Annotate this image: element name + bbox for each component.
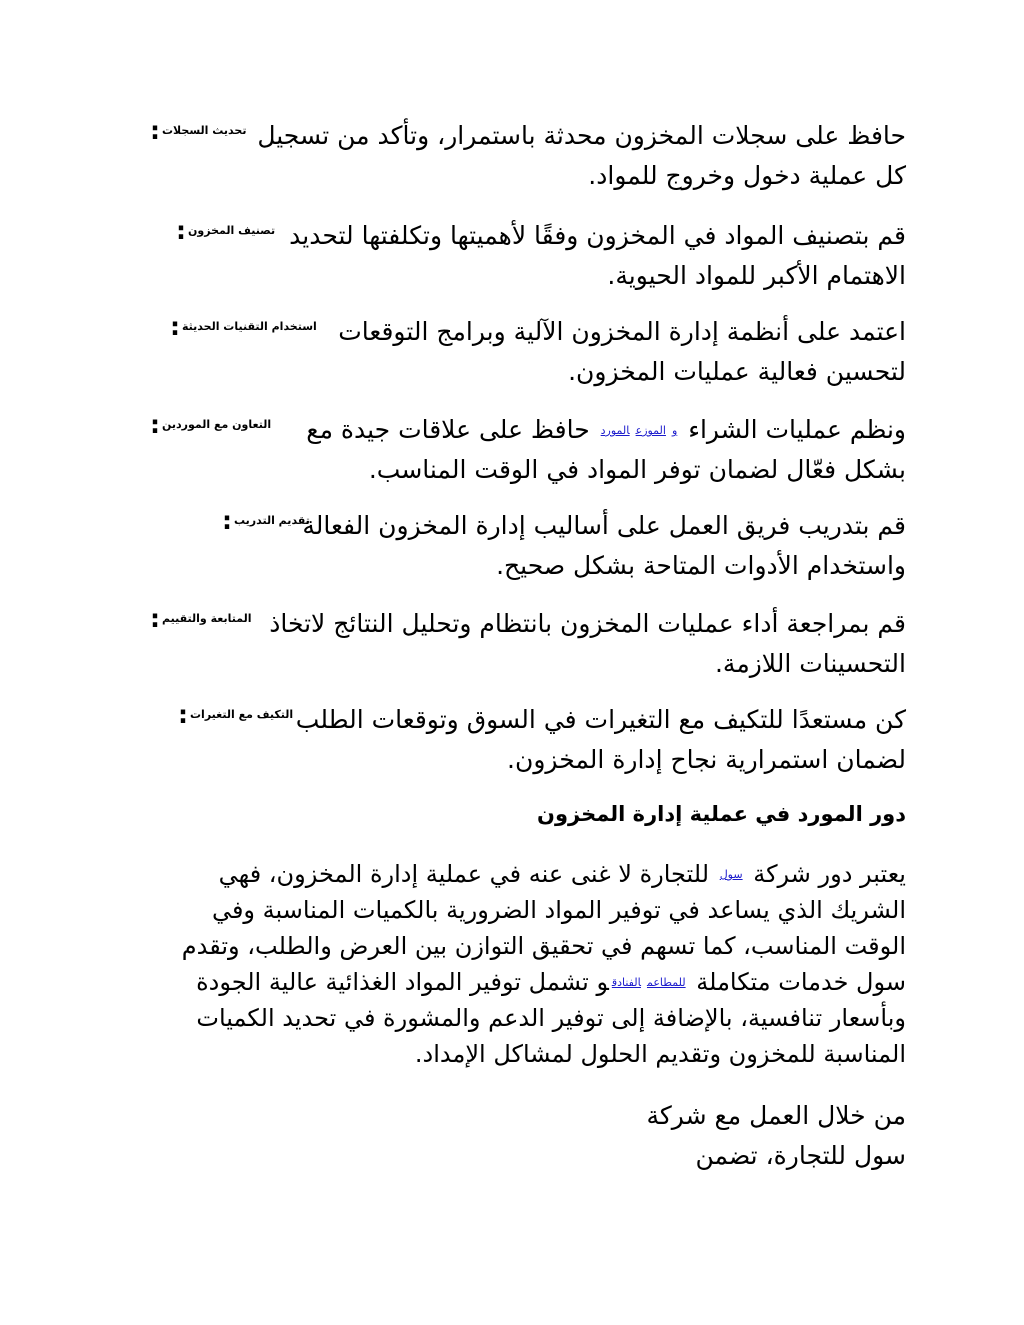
tip-text-line: كن مستعدًا للتكيف مع التغيرات في السوق وتوقعات الطلب [295,705,906,734]
tip-text-line: قم بمراجعة أداء عمليات المخزون بانتظام وتحليل النتائج لاتخاذ [269,609,906,638]
tip-text-line: التحسينات اللازمة. [714,649,906,678]
section-title: دور المورد في عملية إدارة المخزون [537,802,906,826]
paragraph-line: المناسبة للمخزون وتقديم الحلول لمشاكل الإمداد. [414,1040,906,1068]
paragraph-segment: سول خدمات متكاملة [696,968,906,996]
tip-heading [176,216,275,245]
tip-heading-label: التعاون مع الموردين [162,418,272,431]
tip-heading-label: تحديث السجلات [162,124,247,137]
link-sool[interactable]: سول [719,868,743,881]
heading-colon: : [150,604,160,633]
tip-heading [222,506,310,535]
link-and[interactable]: و [671,424,678,437]
tip-supplier-cooperation [146,410,906,490]
supplier-role-paragraph [146,856,906,1072]
section-title-block [146,794,906,834]
link-supplier[interactable]: المورد [600,424,630,437]
tip-text-line: لتحسين فعالية عمليات المخزون. [568,357,906,386]
tip-text-line: قم بتصنيف المواد في المخزون وفقًا لأهميتها وتكلفتها لتحديد [289,221,906,250]
tip-heading [150,116,246,145]
paragraph-segment: للتجارة لا غنى عنه في عملية إدارة المخزون، فهي [218,860,710,888]
tip-text-line: الاهتمام الأكبر للمواد الحيوية. [607,261,906,290]
tip-heading-label: تقديم التدريب [234,514,310,527]
tip-adaptation [146,700,906,780]
tip-text-line: بشكل فعّال لضمان توفر المواد في الوقت المناسب. [368,455,906,484]
closing-paragraph [146,1096,906,1176]
paragraph-line [146,964,906,1000]
tip-text-line: حافظ على سجلات المخزون محدثة باستمرار، وتأكد من تسجيل [257,121,906,150]
closing-line: من خلال العمل مع شركة [646,1101,906,1130]
tip-text-line: لضمان استمرارية نجاح إدارة المخزون. [507,745,906,774]
paragraph-segment: تشمل توفير المواد الغذائية عالية الجودة [196,968,589,996]
tip-heading [150,604,252,633]
tip-modern-tech [146,312,906,392]
paragraph-segment: يعتبر دور شركة [753,860,906,888]
tip-heading-label: استخدام التقنيات الحديثة [182,320,317,333]
paragraph-line: الوقت المناسب، كما تسهم في تحقيق التوازن بين العرض والطلب، وتقدم [181,932,906,960]
heading-colon: : [178,700,188,729]
heading-colon: : [170,312,180,341]
tip-heading [170,312,317,341]
tip-heading [178,700,293,729]
tip-text-line: قم بتدريب فريق العمل على أساليب إدارة المخزون الفعالة [302,511,906,540]
closing-line: سول للتجارة، تضمن [695,1141,906,1170]
tip-heading [150,410,271,439]
heading-colon: : [150,116,160,145]
tip-text-line: واستخدام الأدوات المتاحة بشكل صحيح. [496,551,906,580]
tip-training [146,506,906,586]
heading-colon: : [222,506,232,535]
link-restaurants[interactable]: للمطاعم [646,976,686,989]
tip-heading-label: المتابعة والتقييم [162,612,252,625]
heading-colon: : [150,410,160,439]
paragraph-line: الشريك الذي يساعد في توفير المواد الضرورية بالكميات المناسبة وفي [211,896,906,924]
heading-colon: : [176,216,186,245]
paragraph-line: وبأسعار تنافسية، بالإضافة إلى توفير الدعم والمشورة في تحديد الكميات [196,1004,906,1032]
tip-text-segment: حافظ على علاقات جيدة مع [306,415,590,444]
tip-monitoring [146,604,906,684]
paragraph-line [146,856,906,892]
tip-heading-label: تصنيف المخزون [188,224,276,237]
link-distributor[interactable]: الموزع [635,424,666,437]
tip-heading-label: التكيف مع التغيرات [190,708,294,721]
link-hotels[interactable]: الفنادق [611,976,641,989]
tip-text-line: كل عملية دخول وخروج للمواد. [588,161,906,190]
tip-text-segment: ونظم عمليات الشراء [688,415,906,444]
tip-classify-inventory [146,216,906,296]
paragraph-segment: و [596,968,609,996]
tip-text-line: اعتمد على أنظمة إدارة المخزون الآلية وبرامج التوقعات [338,317,906,346]
tip-update-records [146,116,906,196]
